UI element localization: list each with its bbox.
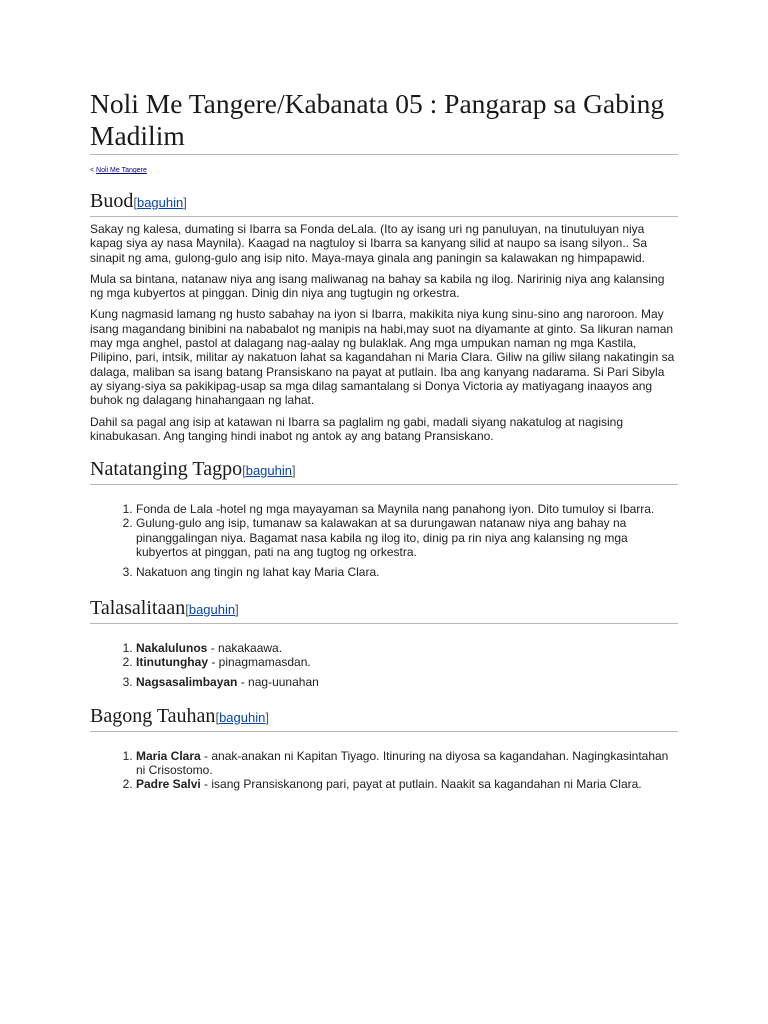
page-title: Noli Me Tangere/Kabanata 05 : Pangarap sa Gabing Madilim bbox=[90, 88, 678, 155]
edit-section: [baguhin] bbox=[185, 601, 239, 617]
section-heading-talasalitaan bbox=[90, 596, 678, 624]
tagpo-list bbox=[90, 502, 678, 579]
section-title: Bagong Tauhan bbox=[90, 704, 216, 727]
edit-section: [baguhin] bbox=[133, 195, 187, 210]
definition: - anak-anakan ni Kapitan Tiyago. Itinuring na diyosa sa kagandahan. Nagingkasintahan ni Crisostomo. bbox=[136, 748, 669, 777]
list-item bbox=[136, 749, 678, 778]
term: Nagsasalimbayan bbox=[136, 675, 238, 690]
definition: - isang Pransiskanong pari, payat at putlain. Naakit sa kagandahan ni Maria Clara. bbox=[200, 777, 642, 792]
section-title: Talasalitaan bbox=[90, 596, 186, 619]
breadcrumb-link-noli-me-tangere[interactable]: Noli Me Tangere bbox=[96, 167, 147, 174]
edit-link-talasalitaan[interactable]: baguhin bbox=[188, 601, 236, 617]
term: Nakalulunos bbox=[136, 640, 208, 655]
section-title: Buod bbox=[90, 190, 134, 212]
list-item bbox=[136, 655, 678, 669]
paragraph: Sakay ng kalesa, dumating si Ibarra sa Fonda deLala. (Ito ay isang uri ng panuluyan, na tinutuluyan niya kapag siya ay nasa Maynila). Kaagad na nagtuloy si Ibarra sa kanyang silid at naupo sa isang silyon.. Sa sinapit ng ama, gulong-gulo ang isip nito. Maya-maya ginala ang paningin sa kalawakan ng himpapawid. bbox=[90, 222, 648, 265]
paragraph: Kung nagmasid lamang ng husto sabahay na iyon si Ibarra, makikita niya kung sinu-sino ang naroroon. May isang magandang binibini na nababalot ng manipis na habi,may suot na diyamante at ginto. Sa likuran naman may mga anghel, pastol at dalagang nag-aalay ng bulaklak. Ang mga umpukan naman ng mga Kastila, Pilipino, pari, intsik, militar ay nakatuon lahat sa kagandahan ni Maria Clara. Giliw na giliw silang nakatingin sa dalaga, maliban sa isang batang Pransiskano na payat at putlain. Iba ang kanyang nadarama. Si Pari Sibyla ay siyang-siya sa pakikipag-usap sa mga dilag samantalang si Donya Victoria ay matiyagang inaayos ang buhok ng dalagang hinahangaan ng lahat. bbox=[90, 307, 675, 408]
paragraph: Dahil sa pagal ang isip at katawan ni Ibarra sa paglalim ng gabi, madali siyang nakatulog at nagising kinabukasan. Ang tanging hindi inabot ng antok ay ang batang Pransiskano. bbox=[90, 414, 623, 443]
list-item: 1. Fonda de Lala -hotel ng mga mayayaman sa Maynila nang panahong iyon. Dito tumuloy si Ibarra. bbox=[136, 502, 678, 516]
edit-section: [baguhin] bbox=[215, 709, 269, 725]
section-heading-natatanging-tagpo bbox=[90, 457, 678, 485]
paragraph: Mula sa bintana, natanaw niya ang isang maliwanag na bahay sa kabila ng ilog. Naririnig niya ang kalansing ng mga kubyertos at pinggan. Dinig din niya ang tugtugin ng orkestra. bbox=[90, 271, 665, 301]
section-title: Natatanging Tagpo bbox=[90, 458, 243, 481]
term: Padre Salvi bbox=[136, 777, 201, 792]
edit-link-buod[interactable]: baguhin bbox=[136, 195, 184, 210]
term: Itinutunghay bbox=[136, 654, 208, 669]
list-item bbox=[136, 675, 678, 689]
list-item bbox=[136, 641, 678, 655]
breadcrumb-prefix: < bbox=[90, 167, 95, 174]
edit-section: [baguhin] bbox=[242, 463, 296, 479]
tauhan-list bbox=[90, 749, 678, 792]
list-item: 2. Gulung-gulo ang isip, tumanaw sa kalawakan at sa durungawan natanaw niya ang bahay na pinanggalingan niya. Bagamat nasa kabila ng ilog ito, dinig pa rin niya ang kalansing ng mga kubyertos at pinggan, pati na ang tugtog ng orkestra. bbox=[136, 516, 678, 559]
edit-link-bagong-tauhan[interactable]: baguhin bbox=[219, 709, 266, 725]
section-heading-buod bbox=[90, 189, 678, 217]
definition: - pinagmamasdan. bbox=[208, 654, 311, 669]
definition: - nakakaawa. bbox=[207, 640, 283, 655]
breadcrumb bbox=[90, 167, 678, 174]
section-heading-bagong-tauhan bbox=[90, 704, 678, 732]
term: Maria Clara bbox=[136, 748, 201, 763]
definition: - nag-uunahan bbox=[237, 675, 319, 690]
list-item bbox=[136, 777, 678, 791]
list-item: 3. Nakatuon ang tingin ng lahat kay Maria Clara. bbox=[136, 565, 678, 579]
talasalitaan-list bbox=[90, 641, 678, 690]
edit-link-natatanging-tagpo[interactable]: baguhin bbox=[245, 463, 292, 479]
